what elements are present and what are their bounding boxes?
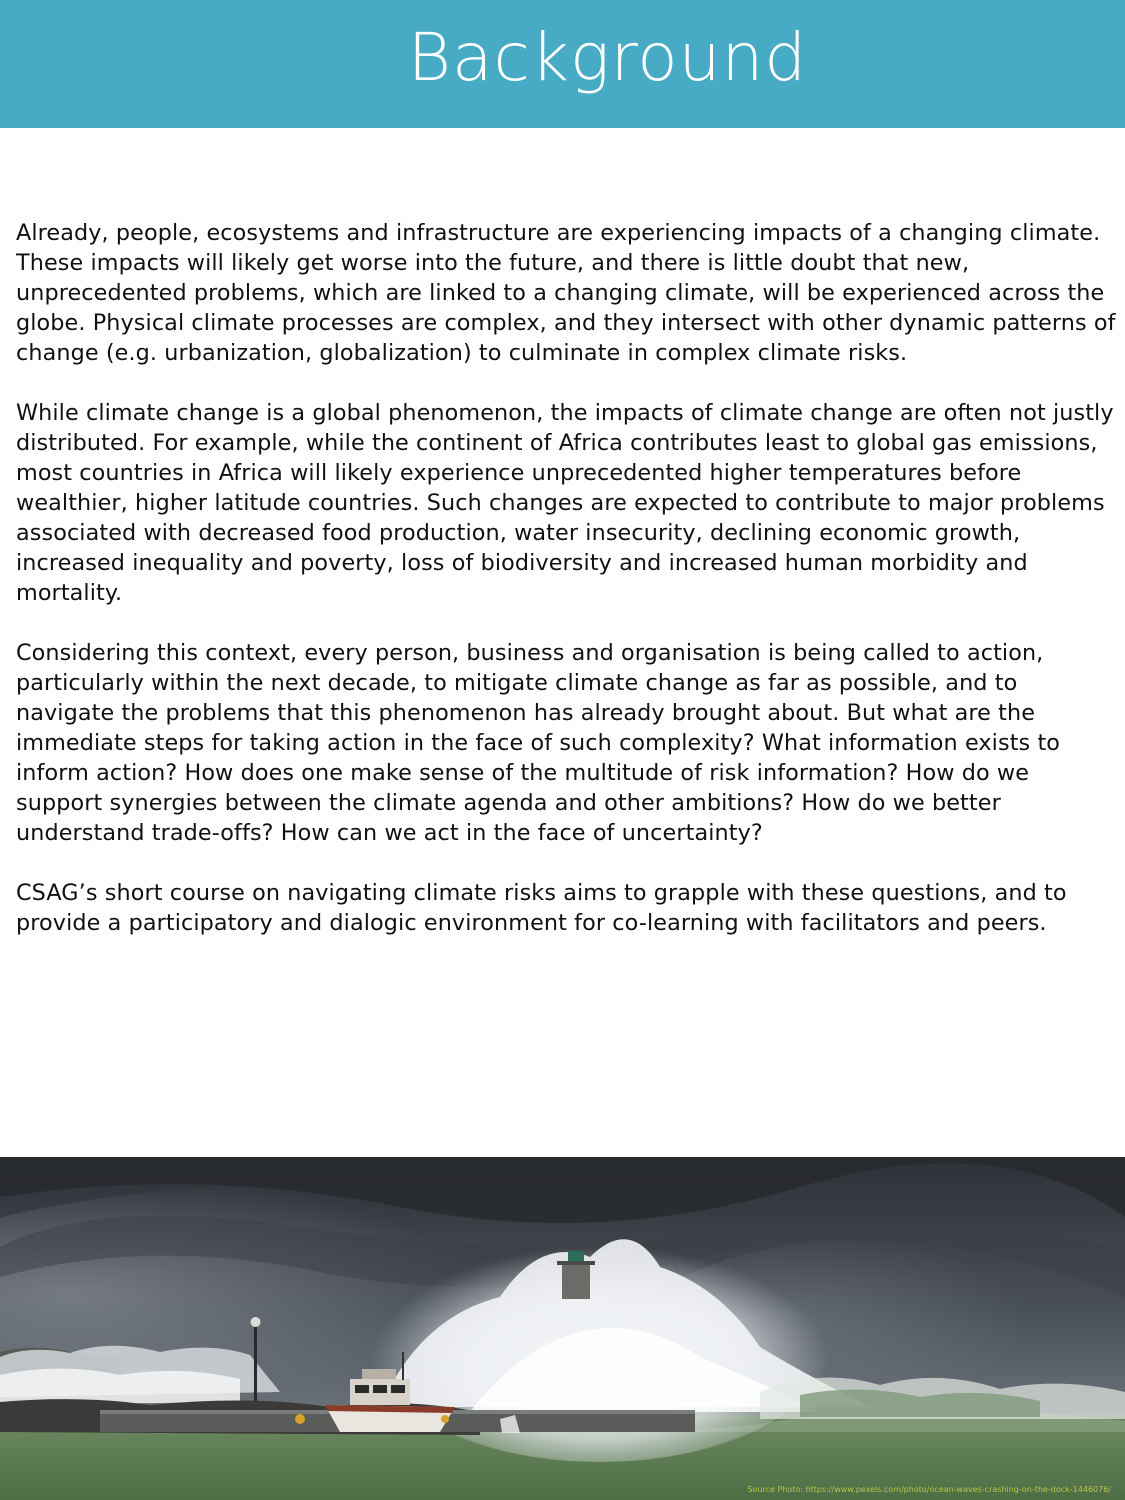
paragraph-intro: Already, people, ecosystems and infrastructure are experiencing impacts of a changing climate. These impacts will likely get worse into the future, and there is little doubt that new, unprecedented problems, which are linked to a changing climate, will be experienced across the globe. Physical climate processes are complex, and they intersect with other dynamic patterns of change (e.g. urbanization, globalization) to culminate in complex climate risks. — [16, 220, 1116, 366]
storm-illustration — [0, 1157, 1125, 1500]
paragraph-action: Considering this context, every person, business and organisation is being called to action, particularly within the next decade, to mitigate climate change as far as possible, and to navigate the problems that this phenomenon has already brought about. But what are the immediate steps for taking action in the face of such complexity? What information exists to inform action? How does one make sense of the multitude of risk information? How do we support synergies between the climate agenda and other ambitions? How do we better understand trade-offs? How can we act in the face of uncertainty? — [16, 640, 1061, 846]
photo-credit: Source Photo: https://www.pexels.com/photo/ocean-waves-crashing-on-the-dock-1446076/ — [747, 1485, 1111, 1494]
lighthouse — [562, 1263, 590, 1299]
body-text — [16, 218, 1116, 968]
header-band — [0, 0, 1125, 128]
paragraph-course: CSAG’s short course on navigating climate risks aims to grapple with these questions, and to provide a participatory and dialogic environment for co-learning with facilitators and peers. — [16, 880, 1067, 936]
paragraph-justice: While climate change is a global phenomenon, the impacts of climate change are often not justly distributed. For example, while the continent of Africa contributes least to global gas emissions, most countries in Africa will likely experience unprecedented higher temperatures before wealthier, higher latitude countries. Such changes are expected to contribute to major problems associated with decreased food production, water insecurity, declining economic growth, increased inequality and poverty, loss of biodiversity and increased human morbidity and mortality. — [16, 400, 1114, 606]
page-title: Background — [407, 19, 808, 96]
storm-photo — [0, 1157, 1125, 1500]
